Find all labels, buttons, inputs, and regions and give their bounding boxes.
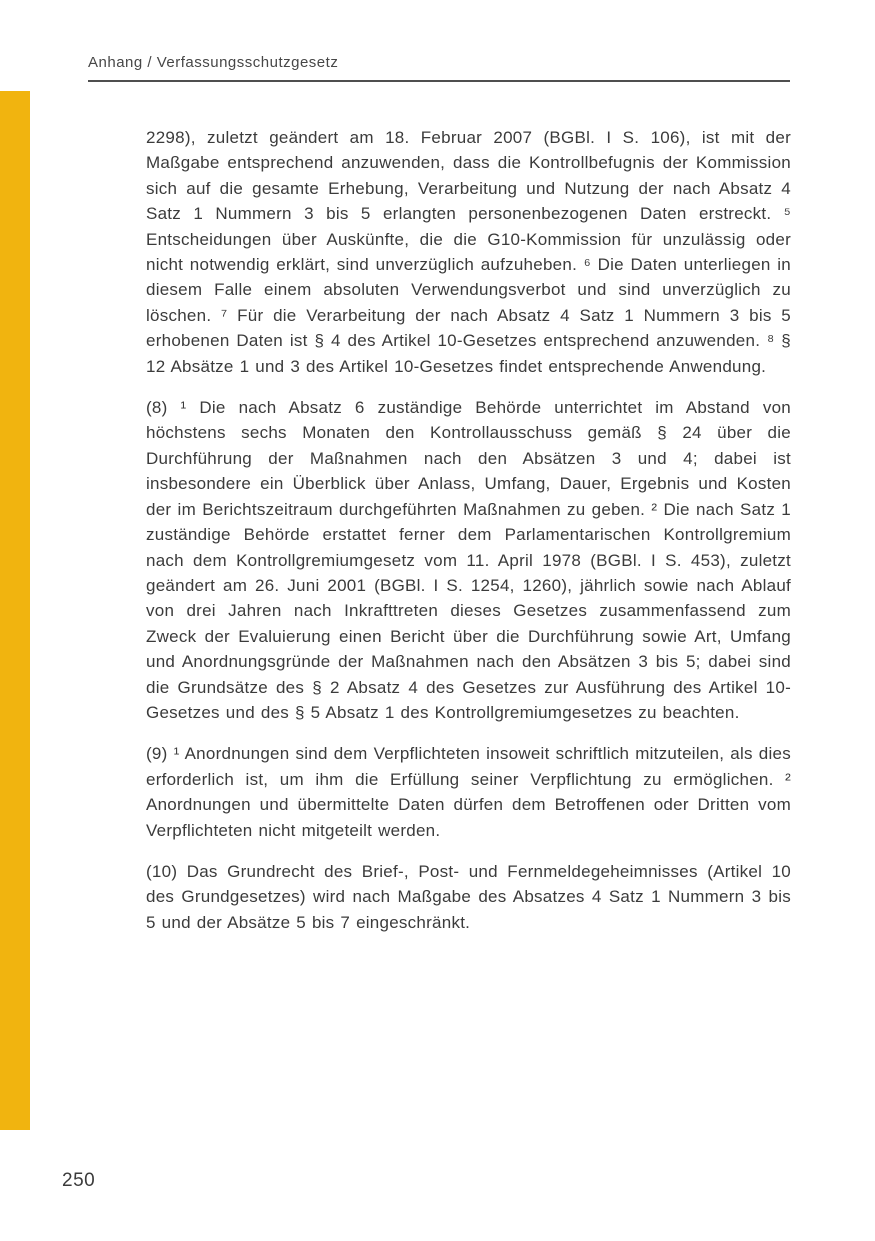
paragraph-10: (10) Das Grundrecht des Brief-, Post- und Fernmeldegeheimnisses (Artikel 10 des Grundgesetzes) wird nach Maßgabe des Absatzes 4 Satz 1 Nummern 3 bis 5 und der Absätze 5 bis 7 eingeschränkt. (146, 861, 791, 932)
page-number: 250 (62, 1170, 96, 1191)
accent-bar (0, 91, 30, 1130)
paragraph-9: (9) ¹ Anordnungen sind dem Verpflichteten insoweit schriftlich mitzuteilen, als dies erforderlich ist, um ihm die Erfüllung seiner Verpflichtung zu ermöglichen. ² Anordnungen und übermittelte Daten dürfen dem Betroffenen oder Dritten vom Verpflichteten nicht mitgeteilt werden. (146, 744, 791, 840)
running-header: Anhang / Verfassungsschutzgesetz (88, 54, 790, 82)
paragraph-8: (8) ¹ Die nach Absatz 6 zuständige Behörde unterrichtet im Abstand von höchstens sechs Monaten den Kontrollausschuss gemäß § 24 über die Durchführung der Maßnahmen nach den Absätzen 3 und 4; dabei ist insbesondere ein Überblick über Anlass, Umfang, Dauer, Ergebnis und Kosten der im Berichtszeitraum durchgeführten Maßnahmen zu geben. ² Die nach Satz 1 zuständige Behörde erstattet ferner dem Parlamentarischen Kontrollgremium nach dem Kontrollgremiumgesetz vom 11. April 1978 (BGBl. I S. 453), zuletzt geändert am 26. Juni 2001 (BGBl. I S. 1254, 1260), jährlich sowie nach Ablauf von drei Jahren nach Inkrafttreten dieses Gesetzes zusammenfassend zum Zweck der Evaluierung einen Bericht über die Durchführung sowie Art, Umfang und Anordnungsgründe der Maßnahmen nach den Absätzen 3 bis 5; dabei sind die Grundsätze des § 2 Absatz 4 des Gesetzes zur Ausführung des Artikel 10-Gesetzes und des § 5 Absatz 1 des Kontrollgremiumgesetzes zu beachten. (146, 398, 791, 722)
body-text (146, 125, 791, 951)
paragraph-7-continuation: 2298), zuletzt geändert am 18. Februar 2007 (BGBl. I S. 106), ist mit der Maßgabe entsprechend anzuwenden, dass die Kontrollbefugnis der Kommission sich auf die gesamte Erhebung, Verarbeitung und Nutzung der nach Absatz 4 Satz 1 Nummern 3 bis 5 erlangten personenbezogenen Daten erstreckt. ⁵ Entscheidungen über Auskünfte, die die G10-Kommission für unzulässig oder nicht notwendig erklärt, sind unverzüglich aufzuheben. ⁶ Die Daten unterliegen in diesem Falle einem absoluten Verwendungsverbot und sind unverzüglich zu löschen. ⁷ Für die Verarbeitung der nach Absatz 4 Satz 1 Nummern 3 bis 5 erhobenen Daten ist § 4 des Artikel 10-Gesetzes entsprechend anzuwenden. ⁸ § 12 Absätze 1 und 3 des Artikel 10-Gesetzes findet entsprechende Anwendung. (146, 128, 791, 376)
